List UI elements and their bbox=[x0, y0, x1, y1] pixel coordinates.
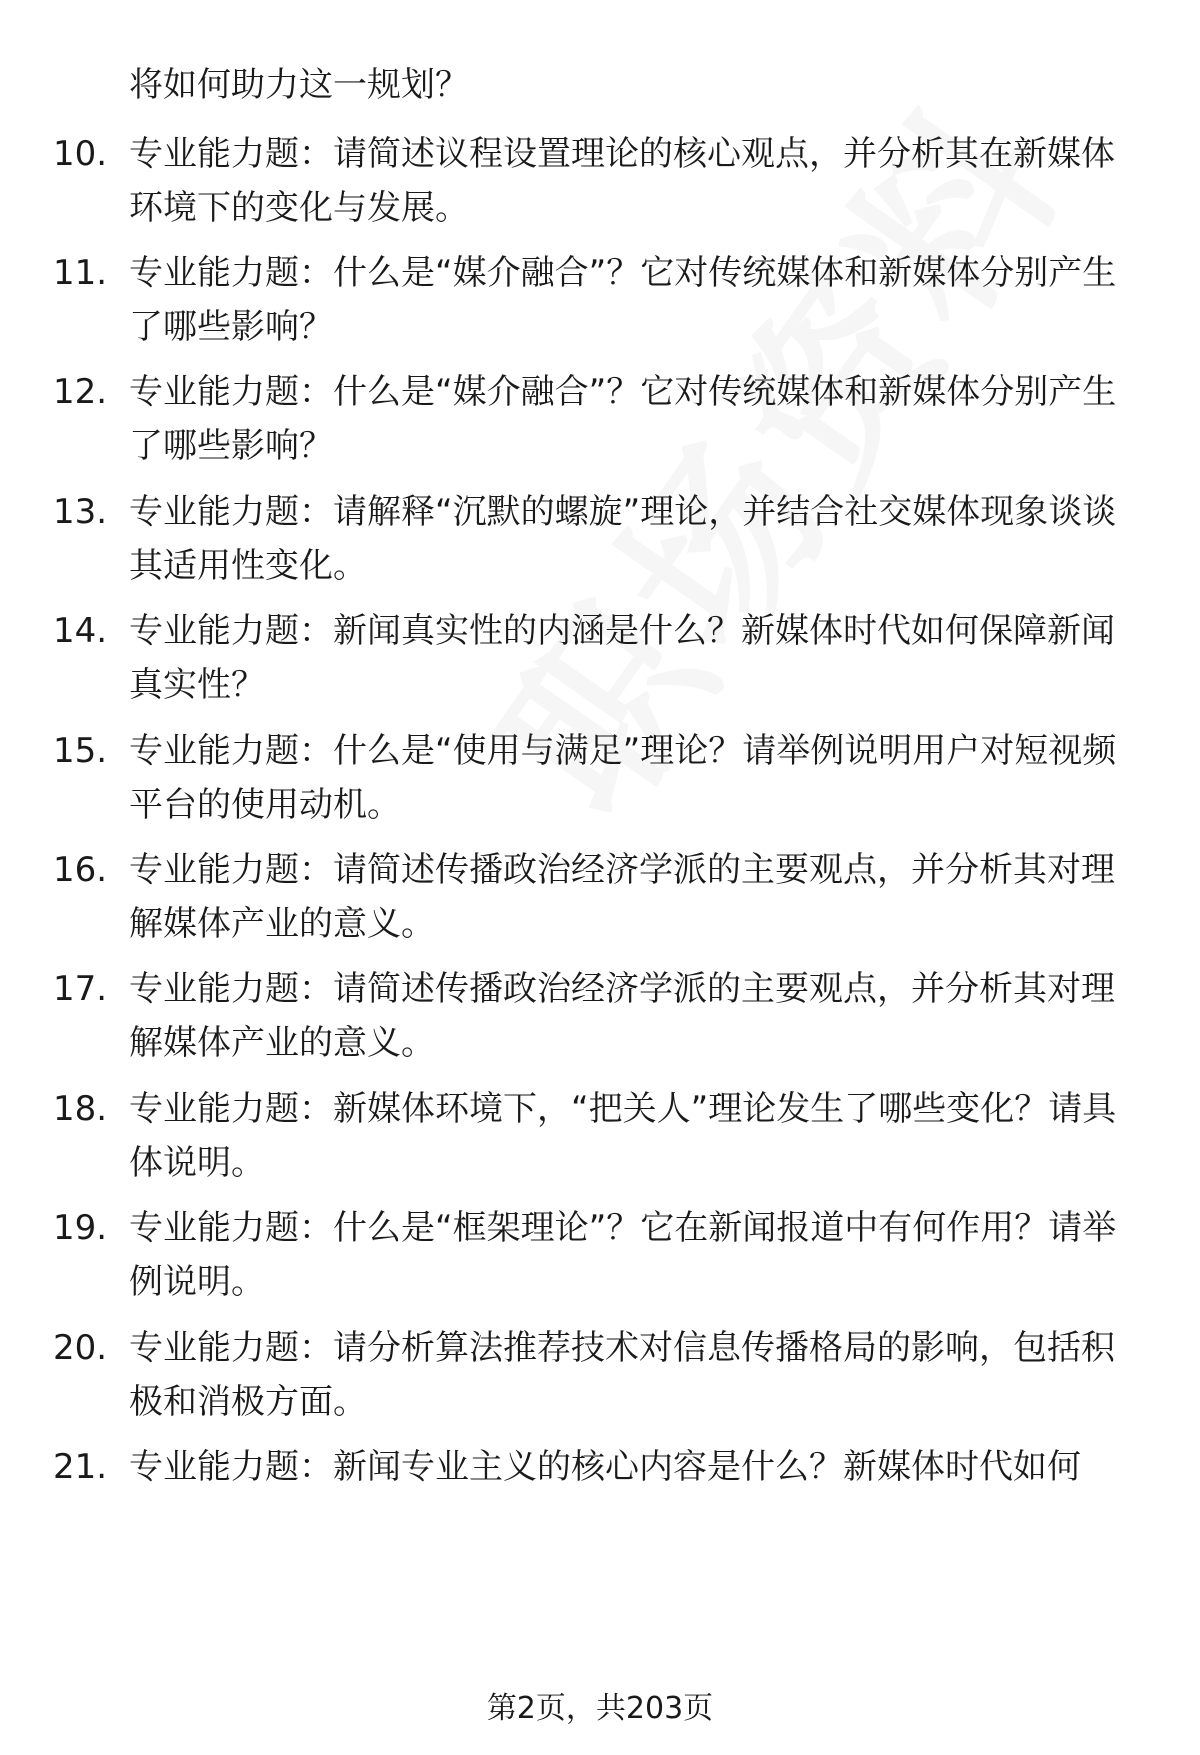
question-number: 14. bbox=[53, 611, 108, 651]
question-number: 21. bbox=[53, 1447, 108, 1487]
question-text: 专业能力题：请分析算法推荐技术对信息传播格局的影响，包括积极和消极方面。 bbox=[129, 1328, 1115, 1422]
question-number: 13. bbox=[53, 492, 108, 532]
question-text: 专业能力题：新闻真实性的内涵是什么？新媒体时代如何保障新闻真实性？ bbox=[129, 611, 1115, 705]
question-number: 17. bbox=[53, 969, 108, 1009]
question-text: 专业能力题：什么是“使用与满足”理论？请举例说明用户对短视频平台的使用动机。 bbox=[129, 731, 1117, 825]
question-text: 专业能力题：请解释“沉默的螺旋”理论，并结合社交媒体现象谈谈其适用性变化。 bbox=[129, 492, 1117, 586]
question-text: 专业能力题：请简述议程设置理论的核心观点，并分析其在新媒体环境下的变化与发展。 bbox=[129, 134, 1115, 228]
question-text: 专业能力题：新媒体环境下，“把关人”理论发生了哪些变化？请具体说明。 bbox=[129, 1089, 1117, 1183]
question-number: 10. bbox=[53, 134, 108, 174]
question-number: 20. bbox=[53, 1328, 108, 1368]
question-text: 专业能力题：新闻专业主义的核心内容是什么？新媒体时代如何 bbox=[129, 1447, 1081, 1487]
question-number: 19. bbox=[53, 1208, 108, 1248]
question-text: 专业能力题：什么是“媒介融合”？它对传统媒体和新媒体分别产生了哪些影响？ bbox=[129, 253, 1117, 347]
question-text: 专业能力题：什么是“框架理论”？它在新闻报道中有何作用？请举例说明。 bbox=[129, 1208, 1117, 1302]
question-number: 11. bbox=[53, 253, 108, 293]
continuation-text: 将如何助力这一规划？ bbox=[129, 65, 469, 105]
question-number: 18. bbox=[53, 1089, 108, 1129]
question-number: 12. bbox=[53, 372, 108, 412]
question-text: 专业能力题：请简述传播政治经济学派的主要观点，并分析其对理解媒体产业的意义。 bbox=[129, 850, 1115, 944]
question-text: 专业能力题：什么是“媒介融合”？它对传统媒体和新媒体分别产生了哪些影响？ bbox=[129, 372, 1117, 466]
question-number: 16. bbox=[53, 850, 108, 890]
page-footer: 第2页，共203页 bbox=[486, 1691, 714, 1726]
question-text: 专业能力题：请简述传播政治经济学派的主要观点，并分析其对理解媒体产业的意义。 bbox=[129, 969, 1115, 1063]
question-number: 15. bbox=[53, 731, 108, 771]
